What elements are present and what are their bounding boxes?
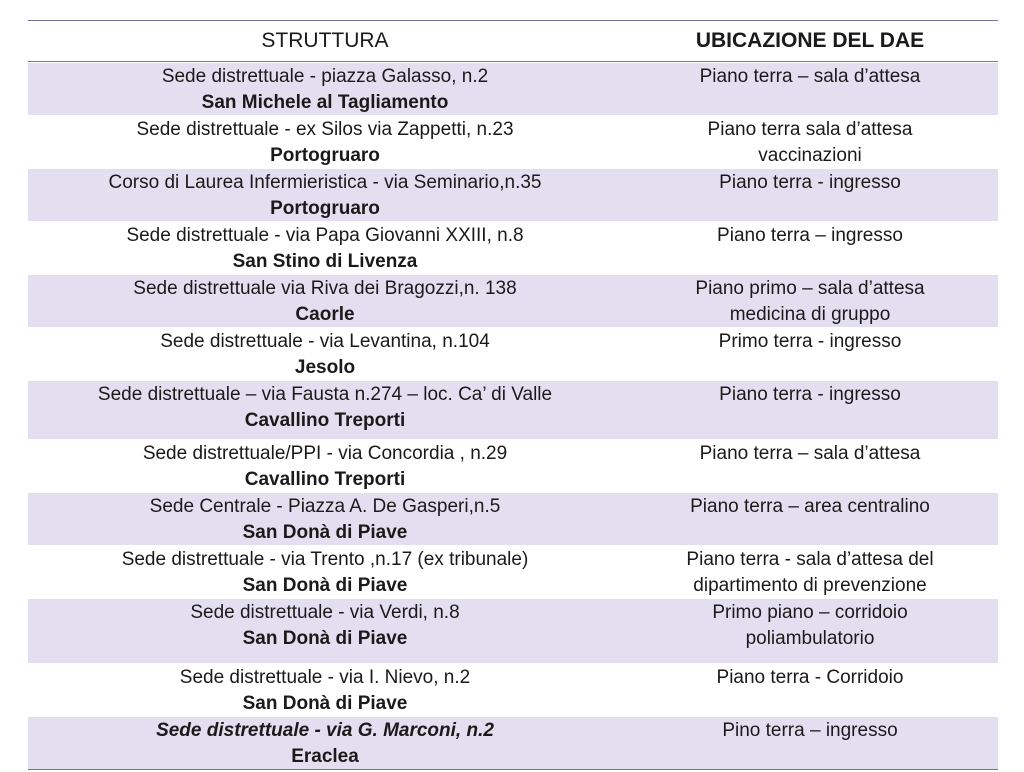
structure-city: San Donà di Piave [242, 692, 408, 714]
structure-address: Sede distrettuale - via I. Nievo, n.2 [179, 667, 471, 688]
structure-address: Sede distrettuale - via Levantina, n.104 [160, 331, 490, 352]
location-text: Piano terra - sala d’attesa del [686, 549, 934, 570]
structure-cell [28, 717, 622, 769]
table-row [28, 545, 998, 598]
structure-address: Sede distrettuale - piazza Galasso, n.2 [161, 66, 489, 87]
location-cell [622, 440, 998, 492]
location-cell [622, 664, 998, 716]
table-row [28, 380, 998, 439]
structure-city: Cavallino Treporti [244, 468, 406, 490]
structure-city: San Donà di Piave [242, 627, 408, 649]
header-structure: STRUTTURA [261, 29, 389, 52]
table-row [28, 663, 998, 716]
structure-city: Portogruaro [270, 197, 380, 219]
table-row [28, 439, 998, 492]
structure-city: Eraclea [291, 745, 359, 767]
location-text: vaccinazioni [758, 144, 862, 166]
table-row [28, 492, 998, 545]
structure-cell [28, 222, 622, 274]
location-cell [622, 116, 998, 168]
location-text: Primo terra - ingresso [718, 331, 902, 352]
location-cell [622, 169, 998, 221]
structure-address: Sede distrettuale - via G. Marconi, n.2 [156, 720, 494, 741]
location-text: dipartimento di prevenzione [693, 574, 927, 596]
structure-cell [28, 493, 622, 545]
table-row [28, 274, 998, 327]
location-text: poliambulatorio [745, 627, 875, 649]
location-text: Piano terra – area centralino [690, 496, 930, 517]
location-cell [622, 717, 998, 769]
location-text: Piano terra - ingresso [719, 172, 901, 193]
structure-cell [28, 546, 622, 598]
location-cell [622, 381, 998, 439]
table-row [28, 221, 998, 274]
structure-city: Cavallino Treporti [244, 409, 406, 431]
location-text: Primo piano – corridoio [712, 602, 908, 623]
table-body [28, 62, 998, 769]
structure-address: Sede distrettuale - via Verdi, n.8 [190, 602, 460, 623]
location-text: Piano terra sala d’attesa [707, 119, 913, 140]
table-row [28, 115, 998, 168]
structure-address: Sede distrettuale - via Trento ,n.17 (ex tribunale) [121, 549, 529, 570]
structure-cell [28, 63, 622, 115]
location-cell [622, 546, 998, 598]
location-text: Pino terra – ingresso [722, 720, 898, 741]
table-row [28, 598, 998, 663]
table-row [28, 327, 998, 380]
structure-cell [28, 328, 622, 380]
structure-city: San Michele al Tagliamento [201, 91, 449, 113]
location-text: Piano terra - Corridoio [716, 667, 904, 688]
location-cell [622, 493, 998, 545]
structure-city: Caorle [295, 303, 355, 325]
structure-city: San Stino di Livenza [232, 250, 418, 272]
location-cell [622, 599, 998, 663]
structure-cell [28, 599, 622, 663]
structure-cell [28, 664, 622, 716]
structure-city: Portogruaro [270, 144, 380, 166]
table-row [28, 716, 998, 769]
structure-address: Sede distrettuale/PPI - via Concordia , n.29 [142, 443, 508, 464]
structure-cell [28, 169, 622, 221]
structure-address: Sede Centrale - Piazza A. De Gasperi,n.5 [149, 496, 501, 517]
dae-table [28, 20, 998, 770]
location-cell [622, 328, 998, 380]
table-row [28, 62, 998, 115]
table-row [28, 168, 998, 221]
structure-city: Jesolo [294, 356, 356, 378]
structure-cell [28, 440, 622, 492]
structure-address: Sede distrettuale - ex Silos via Zappetti, n.23 [136, 119, 514, 140]
location-cell [622, 222, 998, 274]
location-text: Piano terra – ingresso [717, 225, 903, 246]
structure-cell [28, 275, 622, 327]
location-cell [622, 275, 998, 327]
structure-address: Corso di Laurea Infermieristica - via Seminario,n.35 [108, 172, 542, 193]
structure-cell [28, 381, 622, 439]
location-text: Piano terra – sala d’attesa [699, 66, 921, 87]
location-text: Piano terra - ingresso [719, 384, 901, 405]
location-text: medicina di gruppo [729, 303, 891, 325]
structure-cell [28, 116, 622, 168]
location-text: Piano terra – sala d’attesa [699, 443, 921, 464]
structure-city: San Donà di Piave [242, 521, 408, 543]
structure-address: Sede distrettuale - via Papa Giovanni XXIII, n.8 [126, 225, 524, 246]
header-location: UBICAZIONE DEL DAE [695, 29, 925, 52]
location-cell [622, 63, 998, 115]
location-text: Piano primo – sala d’attesa [695, 278, 925, 299]
table-header-row [28, 21, 998, 62]
structure-address: Sede distrettuale – via Fausta n.274 – loc. Ca’ di Valle [97, 384, 553, 405]
structure-address: Sede distrettuale via Riva dei Bragozzi,n. 138 [133, 278, 517, 299]
structure-city: San Donà di Piave [242, 574, 408, 596]
